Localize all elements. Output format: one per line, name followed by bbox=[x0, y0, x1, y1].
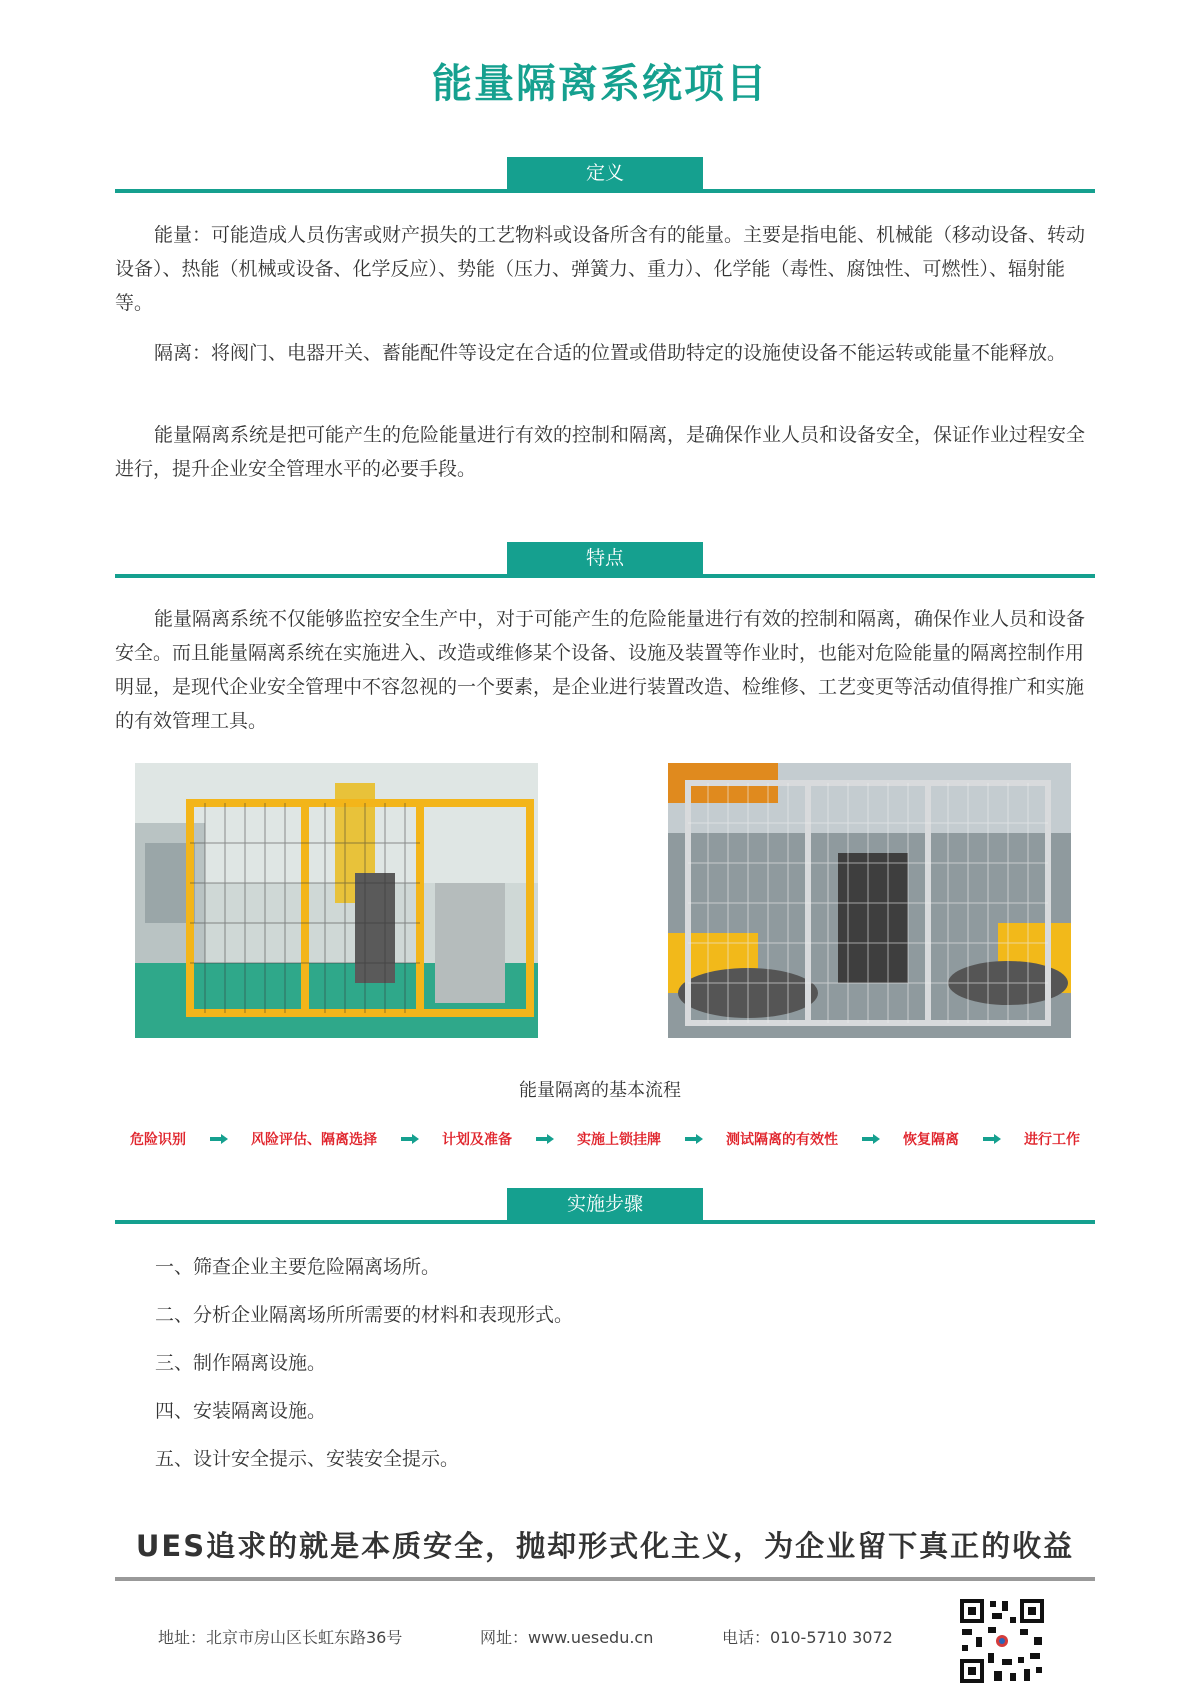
flow-step: 风险评估、隔离选择 bbox=[251, 1132, 377, 1148]
section-tab-features: 特点 bbox=[507, 542, 703, 576]
list-item: 四、安装隔离设施。 bbox=[155, 1400, 327, 1422]
arrow-right-icon bbox=[401, 1134, 419, 1144]
flow-step: 进行工作 bbox=[1024, 1132, 1080, 1148]
footer-divider bbox=[115, 1577, 1095, 1581]
isolation-fence-photo-left bbox=[135, 763, 538, 1038]
isolation-fence-photo-right bbox=[668, 763, 1071, 1038]
footer-website: 网址：www.uesedu.cn bbox=[480, 1628, 654, 1647]
slogan: UES追求的就是本质安全，抛却形式化主义，为企业留下真正的收益 bbox=[135, 1529, 1075, 1563]
qr-code-icon bbox=[958, 1597, 1046, 1685]
definition-isolation-paragraph: 隔离：将阀门、电器开关、蓄能配件等设定在合适的位置或借助特定的设施使设备不能运转或能量不能释放。 bbox=[154, 342, 1067, 364]
definition-system-paragraph: 能量隔离系统是把可能产生的危险能量进行有效的控制和隔离，是确保作业人员和设备安全，保证作业过程安全进行，提升企业安全管理水平的必要手段。 bbox=[115, 424, 1086, 480]
list-item: 三、制作隔离设施。 bbox=[155, 1352, 327, 1374]
arrow-right-icon bbox=[536, 1134, 554, 1144]
flow-steps bbox=[130, 1128, 1080, 1150]
flow-step: 危险识别 bbox=[130, 1132, 186, 1148]
arrow-right-icon bbox=[210, 1134, 228, 1144]
page-title: 能量隔离系统项目 bbox=[432, 61, 768, 107]
section-header-features bbox=[115, 542, 1095, 578]
flow-step: 实施上锁挂牌 bbox=[577, 1132, 661, 1148]
arrow-right-icon bbox=[862, 1134, 880, 1144]
list-item: 五、设计安全提示、安装安全提示。 bbox=[155, 1448, 460, 1470]
section-header-implementation bbox=[115, 1188, 1095, 1224]
section-tab-definition: 定义 bbox=[507, 157, 703, 191]
flow-step: 测试隔离的有效性 bbox=[726, 1132, 838, 1148]
section-header-definition bbox=[115, 157, 1095, 193]
arrow-right-icon bbox=[685, 1134, 703, 1144]
footer-address: 地址：北京市房山区长虹东路36号 bbox=[158, 1628, 403, 1647]
footer-phone: 电话：010-5710 3072 bbox=[722, 1628, 893, 1647]
features-paragraph: 能量隔离系统不仅能够监控安全生产中，对于可能产生的危险能量进行有效的控制和隔离，确保作业人员和设备安全。而且能量隔离系统在实施进入、改造或维修某个设备、设施及装置等作业时，也能对危险能量的隔离控制作用明显，是现代企业安全管理中不容忽视的一个要素，是企业进行装置改造、检维修、工艺变更等活动值得推广和实施的有效管理工具。 bbox=[115, 608, 1086, 732]
section-tab-implementation: 实施步骤 bbox=[507, 1188, 703, 1222]
implementation-steps-list bbox=[155, 1250, 573, 1490]
list-item: 一、筛查企业主要危险隔离场所。 bbox=[155, 1256, 441, 1278]
list-item: 二、分析企业隔离场所所需要的材料和表现形式。 bbox=[155, 1304, 574, 1326]
definition-energy-paragraph: 能量：可能造成人员伤害或财产损失的工艺物料或设备所含有的能量。主要是指电能、机械能（移动设备、转动设备）、热能（机械或设备、化学反应）、势能（压力、弹簧力、重力）、化学能（毒性、腐蚀性、可燃性）、辐射能等。 bbox=[115, 224, 1086, 314]
flow-step: 计划及准备 bbox=[442, 1132, 512, 1148]
flow-title: 能量隔离的基本流程 bbox=[519, 1080, 681, 1101]
flow-step: 恢复隔离 bbox=[903, 1132, 959, 1148]
arrow-right-icon bbox=[983, 1134, 1001, 1144]
